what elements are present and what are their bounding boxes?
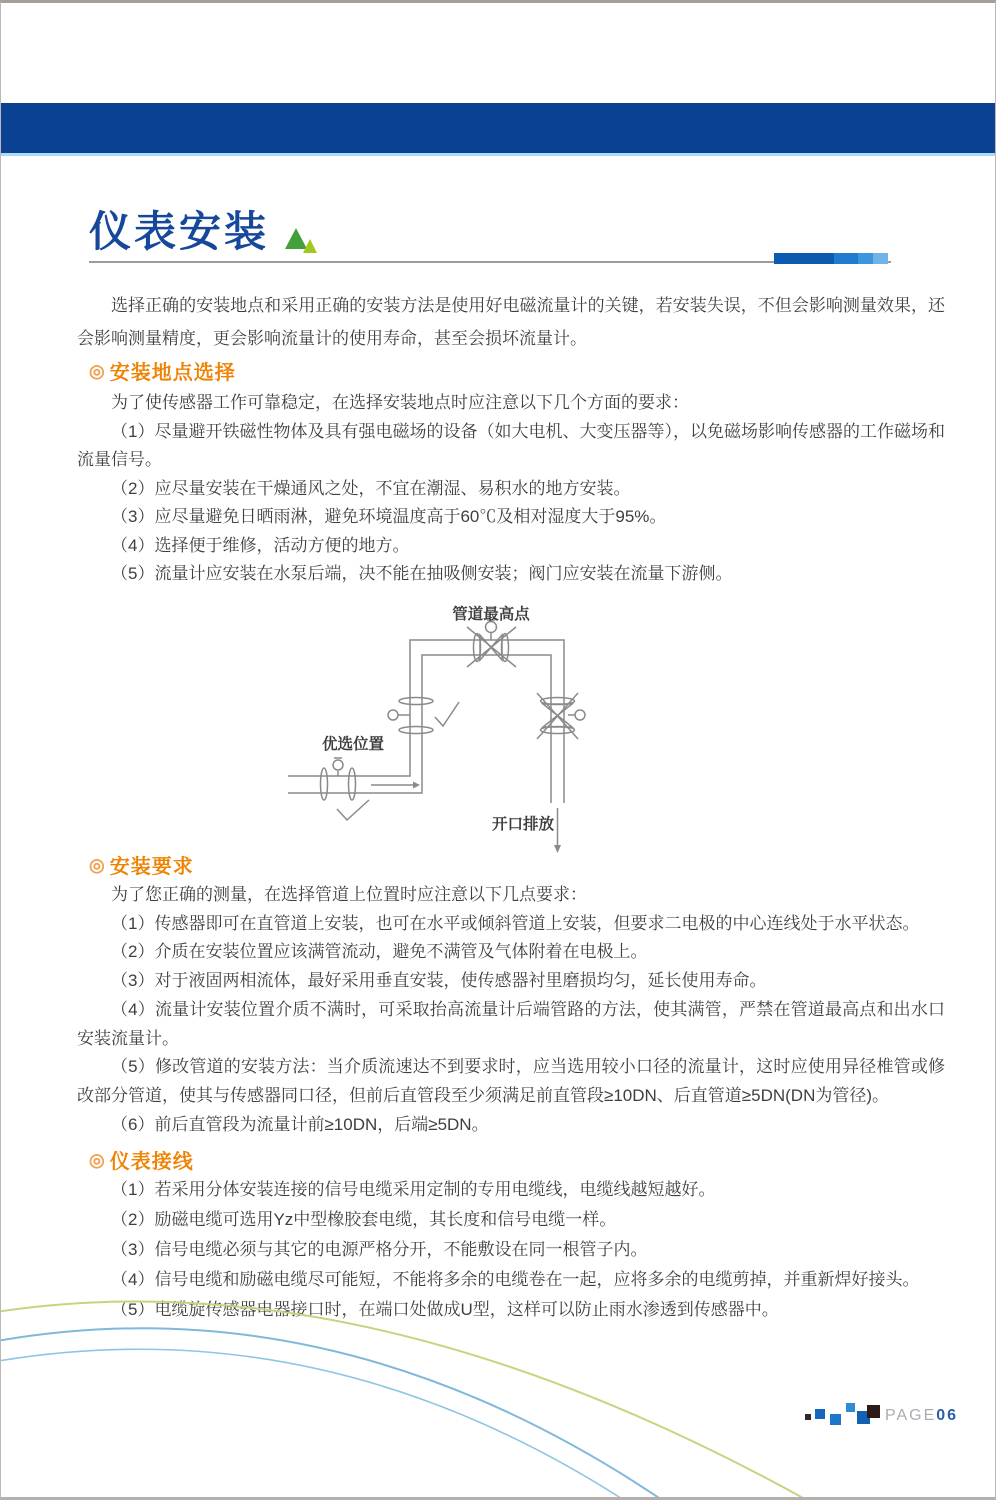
list-item: （3）对于液固两相流体，最好采用垂直安装，使传感器衬里磨损均匀，延长使用寿命。 [111,971,767,991]
flange-icon [399,698,433,705]
section-title: 安装地点选择 [109,362,236,384]
diagram-label-preferred-position: 优选位置 [321,736,385,753]
section-title: 仪表接线 [109,1151,194,1173]
intro-paragraph [77,289,945,355]
section-title: 安装要求 [109,856,194,878]
list-item: （2）应尽量安装在干燥通风之处，不宜在潮湿、易积水的地方安装。 [111,478,631,498]
list-item: （1）尽量避开铁磁性物体及具有强电磁场的设备（如大电机、大变压器等），以免磁场影响传感器的工作磁场和流量信号。 [77,421,945,469]
diagram-label-open-discharge: 开口排放 [491,816,555,833]
list-item: （5）流量计应安装在水泵后端，决不能在抽吸侧安装；阀门应安装在流量下游侧。 [111,564,733,583]
footer-square [830,1414,841,1425]
page-number-value: 06 [936,1407,959,1424]
title-rule [89,261,891,263]
flow-arrowhead [413,782,420,789]
flange-icon [321,768,328,800]
section-marker-icon: ◎ [89,1149,105,1170]
section-lead: 为了使传感器工作可靠稳定，在选择安装地点时应注意以下几个方面的要求： [111,393,689,412]
list-item: （4）选择便于维修，活动方便的地方。 [111,535,410,555]
list-item: （2）励磁电缆可选用Yz中型橡胶套电缆，其长度和信号电缆一样。 [111,1210,617,1229]
check-mark-icon [337,800,369,820]
transmitter-icon [486,622,497,633]
section-heading-wiring [89,1145,194,1174]
list-item: （4）流量计安装位置介质不满时，可采取抬高流量计后端管路的方法，使其满管，严禁在管道最高点和出水口安装流量计。 [77,999,945,1048]
section-body-location [77,389,945,589]
list-item: （5）修改管道的安装方法：当介质流速达不到要求时，应当选用较小口径的流量计，这时应使用异径椎管或修改部分管道，使其与传感器同口径，但前后直管段至少须满足前直管段≥10DN、后直管道≥5DN(DN为管径)。 [77,1057,945,1105]
flange-icon [349,768,356,800]
accent-segment [834,253,858,264]
transmitter-icon [388,710,398,720]
section-body-wiring [77,1175,945,1325]
list-item: （5）电缆旋传感器电器接口时，在端口处做成U型，这样可以防止雨水渗透到传感器中。 [111,1300,779,1319]
pipe-installation-diagram [271,597,611,865]
transmitter-icon [333,760,343,770]
list-item: （1）传感器即可在直管道上安装，也可在水平或倾斜管道上安装，但要求二电极的中心连线处于水平状态。 [111,913,920,933]
list-item: （2）介质在安装位置应该满管流动，避免不满管及气体附着在电极上。 [111,942,648,962]
footer-square [805,1414,811,1420]
list-item: （1）若采用分体安装连接的信号电缆采用定制的专用电缆线，电缆线越短越好。 [111,1180,716,1199]
accent-segment [858,253,873,264]
page-title: 仪表安装 [89,210,270,256]
section-marker-icon: ◎ [89,854,105,875]
list-item: （3）应尽量避免日晒雨淋，避免环境温度高于60℃及相对湿度大于95%。 [111,507,667,526]
page-label: PAGE [885,1407,937,1424]
title-row [89,209,323,257]
transmitter-icon [575,710,585,720]
section-lead: 为了您正确的测量，在选择管道上位置时应注意以下几点要求： [111,885,587,904]
intro-text: 选择正确的安装地点和采用正确的安装方法是使用好电磁流量计的关键，若安装失误，不但会影响测量效果，还会影响测量精度，更会影响流量计的使用寿命，甚至会损坏流量计。 [77,296,945,348]
list-item: （4）信号电缆和励磁电缆尽可能短，不能将多余的电缆卷在一起，应将多余的电缆剪掉，并重新焊好接头。 [111,1270,920,1289]
valve-body [543,716,572,728]
section-marker-icon: ◎ [89,360,105,381]
footer-square [867,1405,880,1418]
pipe-line [288,640,564,803]
page-number [885,1407,958,1425]
flange-icon [399,727,433,734]
accent-segment [774,253,834,264]
section-heading-location [89,356,236,385]
accent-segment [873,253,888,264]
discharge-arrowhead [554,845,561,853]
title-triangles-icon [283,225,323,255]
list-item: （3）信号电缆必须与其它的电源严格分开，不能敷设在同一根管子内。 [111,1240,648,1259]
check-mark-icon [435,702,459,726]
header-band [1,103,995,156]
footer-square [815,1409,825,1419]
footer-square [846,1403,855,1412]
section-heading-requirements [89,850,194,879]
diagram-label-highest-point: 管道最高点 [452,606,530,623]
list-item: （6）前后直管段为流量计前≥10DN，后端≥5DN。 [111,1114,489,1134]
section-body-requirements [77,881,945,1139]
